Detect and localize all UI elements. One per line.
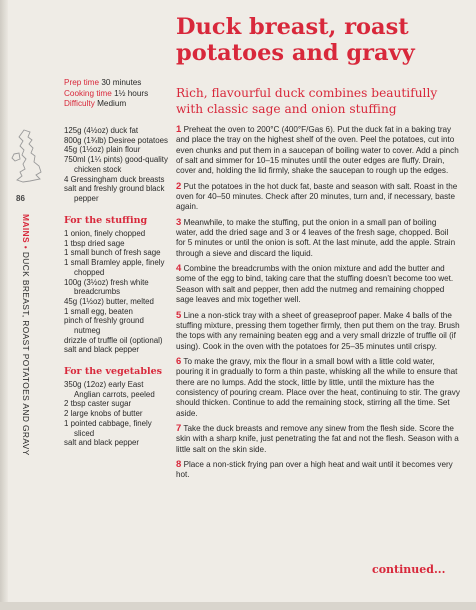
step-number: 6 — [176, 355, 182, 367]
method-steps — [176, 125, 460, 486]
ingredient-item: 350g (12oz) early East Anglian carrots, peeled — [64, 380, 155, 399]
difficulty — [64, 99, 148, 110]
step-text: Combine the breadcrumbs with the onion mixture and add the butter and some of the egg to bind, taking care that the stuffing doesn’t become too wet. Season with salt and pepper, then add the nutmeg and remaining chopped sage leaves and mix together well. — [176, 264, 454, 305]
ingredient-item: 1 tbsp dried sage — [64, 238, 125, 248]
step-number: 2 — [176, 180, 182, 192]
continued-label: continued... — [372, 563, 446, 576]
sidebar-recipe-name: DUCK BREAST, ROAST POTATOES AND GRAVY — [21, 251, 31, 456]
section-sidebar — [21, 214, 31, 456]
step-number: 8 — [176, 458, 182, 470]
ingredient-item: 100g (3½oz) fresh white breadcrumbs — [64, 277, 149, 297]
step-text: To make the gravy, mix the flour in a small bowl with a little cold water, pouring it in gradually to form a thin paste, whisking all the while to ensure that there are no lumps. Add the stock, little by little, until the mixture has the consistency of pouring cream. Place over the heat, continuing to stir. The gravy should thicken. Continue to add the remaining stock, stirring all the time. Set aside. — [176, 356, 460, 418]
stuffing-ingredients-list — [64, 229, 170, 355]
ingredient-item: 1 onion, finely chopped — [64, 229, 146, 238]
section-label: MAINS — [21, 214, 31, 243]
ingredient-item: 2 tbsp caster sugar — [64, 399, 132, 409]
step-text: Place a non-stick frying pan over a high heat and wait until it becomes very hot. — [176, 459, 453, 480]
vegetables-heading: For the vegetables — [64, 366, 162, 377]
step-number: 7 — [176, 422, 182, 434]
step-text: Put the potatoes in the hot duck fat, baste and season with salt. Roast in the oven for 40–50 minutes. Check after 20 minutes, turn and, if necessary, baste again. — [176, 181, 458, 212]
ingredient-item: salt and black pepper — [64, 438, 140, 448]
ingredient-item: 1 small Bramley apple, finely chopped — [64, 258, 165, 277]
cooking-time-value: 1½ hours — [114, 88, 149, 98]
difficulty-label: Difficulty — [64, 99, 95, 108]
ingredient-item: 2 large knobs of butter — [64, 409, 143, 419]
page-bottom-edge — [0, 602, 476, 610]
method-step — [176, 311, 460, 352]
difficulty-value: Medium — [97, 99, 127, 108]
ingredient-item: 45g (1½oz) butter, melted — [64, 296, 154, 306]
method-step — [176, 218, 460, 259]
ingredient-item: drizzle of truffle oil (optional) — [64, 335, 163, 345]
cooking-time-label: Cooking time — [64, 88, 112, 98]
method-step — [176, 424, 460, 455]
prep-time — [64, 78, 148, 89]
ingredient-item: 1 small bunch of fresh sage — [64, 248, 161, 258]
step-text: Line a non-stick tray with a sheet of greaseproof paper. Make 4 balls of the stuffing mixture, pressing them together firmly, then put them on the tray. Brush the tops with any remaining beaten egg and a very small drizzle of truffle oil (if using). Cook in the oven with the potatoes for 25–35 minutes until crispy. — [176, 310, 460, 351]
page-binding — [0, 0, 8, 610]
step-number: 4 — [176, 263, 182, 275]
ingredient-item: 1 pointed cabbage, finely sliced — [64, 418, 152, 438]
step-number: 5 — [176, 309, 182, 321]
method-step — [176, 460, 460, 481]
ingredient-item: 750ml (1¼ pints) good-quality chicken stock — [64, 155, 168, 174]
recipe-subtitle: Rich, flavourful duck combines beautifully with classic sage and onion stuffing — [176, 86, 438, 116]
main-ingredients-list — [64, 126, 170, 204]
prep-time-value: 30 minutes — [101, 78, 142, 87]
method-step — [176, 264, 460, 305]
ingredient-item: pinch of freshly ground nutmeg — [64, 316, 144, 336]
ingredient-item: 45g (1½oz) plain flour — [64, 145, 141, 155]
recipe-meta — [64, 78, 148, 110]
recipe-title: Duck breast, roast potatoes and gravy — [176, 14, 415, 66]
method-step — [176, 357, 460, 419]
ingredient-item: 4 Gressingham duck breasts — [64, 174, 165, 184]
ingredient-item: 1 small egg, beaten — [64, 306, 133, 316]
step-number: 1 — [176, 124, 182, 135]
method-step — [176, 182, 460, 213]
ingredient-item: 800g (1¾lb) Desiree potatoes — [64, 135, 168, 145]
cooking-time — [64, 89, 148, 100]
stuffing-heading: For the stuffing — [64, 215, 148, 226]
step-text: Meanwhile, to make the stuffing, put the onion in a small pan of boiling water, add the dried sage and 3 or 4 leaves of the fresh sage, chopped. Boil for 5 minutes or until the onion is soft. At the last minute, add the apple. Strain through a sieve and discard the liquid. — [176, 217, 456, 258]
page-number: 86 — [16, 194, 25, 203]
ingredient-item: salt and black pepper — [64, 345, 140, 355]
vegetables-ingredients-list — [64, 380, 170, 448]
ingredient-item: 125g (4½oz) duck fat — [64, 126, 139, 135]
step-text: Take the duck breasts and remove any sinew from the flesh side. Score the skin with a sharp knife, just penetrating the fat and not the flesh. Season with a little salt on the skin side. — [176, 423, 459, 454]
prep-time-label: Prep time — [64, 78, 100, 87]
uk-map-icon — [10, 128, 46, 184]
ingredient-item: salt and freshly ground black pepper — [64, 184, 165, 203]
sidebar-bullet: • — [21, 245, 31, 250]
step-number: 3 — [176, 216, 182, 228]
method-step — [176, 125, 460, 177]
step-text: Preheat the oven to 200°C (400°F/Gas 6). Put the duck fat in a baking tray and place the tray on the highest shelf of the oven. Peel the potatoes, cut into even chunks and put them in a saucepan of boiling water to cover. Add a pinch of salt and simmer for 10–15 minutes until the outer edges are fluffy. Drain, cover and, holding the lid firmly, shake the saucepan to rough up the edges. — [176, 125, 459, 176]
